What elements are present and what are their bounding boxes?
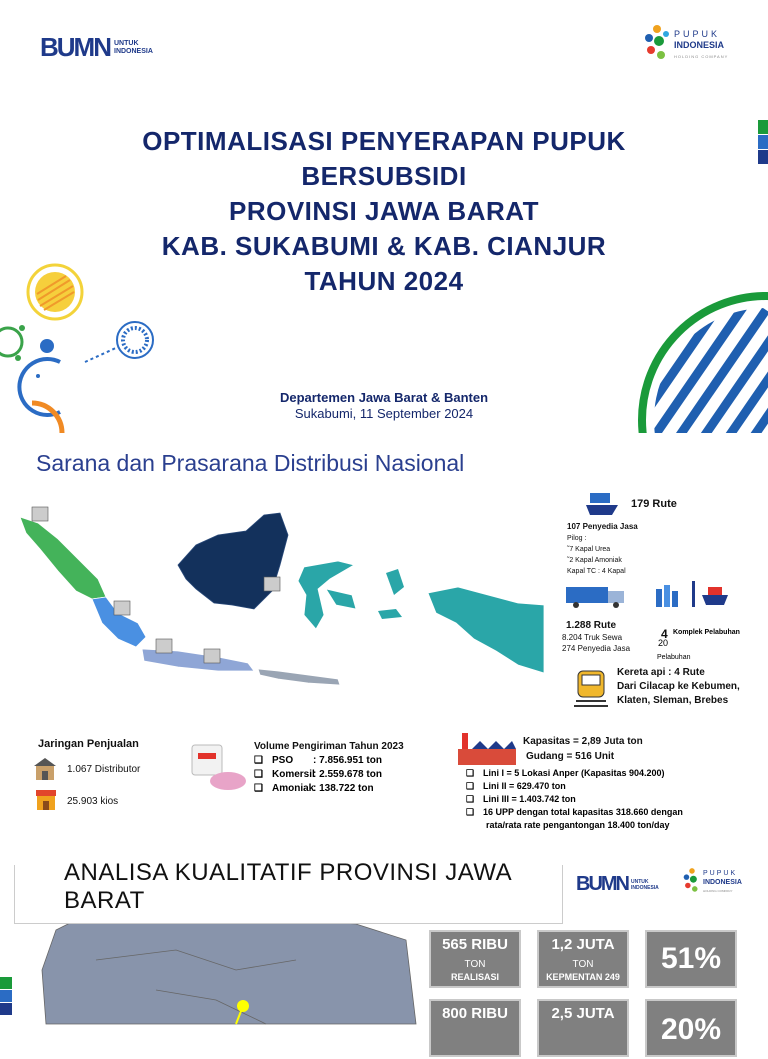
title-line-5: TAHUN 2024 [304,266,464,296]
stat-percent: 20% [645,999,737,1057]
stat-label: REALISASI [450,972,499,982]
pupuk-logo-small [683,867,742,897]
warehouse-count: Gudang = 516 Unit [526,751,615,762]
shipping-item: ❏ PSO : 7.856.951 ton [254,755,382,769]
stat-second-row-2 [537,999,629,1057]
title-line-4: KAB. SUKABUMI & KAB. CIANJUR [161,231,607,261]
capacity-item-text: Lini I = 5 Lokasi Anper (Kapasitas 904.200) [483,768,665,778]
rail-line3: Klaten, Sleman, Brebes [617,695,729,706]
analysis-slide [0,859,768,1046]
stat-value: 565 RIBU [442,936,508,953]
bumn-logo-sub1: UNTUK [631,878,649,885]
rail-line2: Dari Cilacap ke Kebumen, [617,681,740,692]
capacity-item: ❏ Lini II = 629.470 ton [466,781,566,791]
capacity-item-text: 16 UPP dengan total kapasitas 318.660 dengan [483,807,683,817]
harbor-label: Pelabuhan [657,654,691,661]
department-label: Departemen Jawa Barat & Banten [279,390,489,405]
capacity-item-text: rata/rata rate pengantongan 18.400 ton/day [486,820,670,830]
stat-value: 800 RIBU [442,1005,508,1022]
sea-fleet-list [567,533,626,577]
slide-title: ANALISA KUALITATIF PROVINSI JAWA BARAT [64,859,511,914]
bumn-logo-small [576,873,659,896]
shipping-list [254,755,382,797]
shipping-item: ❏ Amoniak : 138.722 ton [254,783,382,797]
capacity-list [466,767,683,832]
slide-title: Sarana dan Prasarana Distribusi Nasional [36,450,465,476]
truck-icon [566,585,628,609]
stat-realisasi [429,930,521,988]
harbor-count: 20 [658,638,669,648]
sea-pilog: Pilog : [567,535,587,542]
title-line-3: PROVINSI JAWA BARAT [229,196,539,226]
port-label: Komplek Pelabuhan [673,629,740,636]
capacity-item-text: Lini III = 1.403.742 ton [483,794,576,804]
capacity-item [466,819,683,832]
pupuk-indonesia-logo [644,24,728,66]
pupuk-logo-name: PUPUK [674,28,721,39]
distributor-count: 1.067 Distributor [67,764,141,775]
land-providers: 274 Penyedia Jasa [562,644,631,653]
pupuk-logo-sub: INDONESIA [703,878,742,886]
pupuk-logo-sub: INDONESIA [674,39,725,50]
train-icon [574,669,608,707]
bumn-logo-sub1: UNTUK [114,39,139,47]
bumn-logo [40,32,153,63]
land-trucks: 8.204 Truk Sewa [562,633,623,642]
sea-tc: Kapal TC : 4 Kapal [567,568,626,575]
shipping-item-label: Amoniak [272,783,315,794]
port-count: 4 [661,627,668,641]
land-details [562,632,630,654]
stat-value: 2,5 JUTA [551,1005,615,1022]
port-icon [652,577,732,609]
title-line-2: BERSUBSIDI [301,161,467,191]
stat-label: KEPMENTAN 249 [546,972,620,982]
stat-unit: TON [464,959,486,970]
capacity-item-text: Lini II = 629.470 ton [483,781,566,791]
stat-kepmentan [537,930,629,988]
kiosk-icon [34,788,58,812]
shipping-title: Volume Pengiriman Tahun 2023 [254,741,404,752]
side-color-bars [758,120,768,165]
land-routes: 1.288 Rute [566,620,617,631]
title-slide [0,0,768,433]
shipping-item-value: : 7.856.951 ton [313,755,382,766]
side-color-bars [0,977,12,1015]
distribution-slide [0,433,768,865]
fertilizer-sack-icon [190,741,248,793]
sea-provider: 107 Penyedia Jasa [567,522,638,531]
capacity-item: ❏ Lini III = 1.403.742 ton [466,794,576,804]
indonesia-map [18,505,548,705]
shipping-item-label: Komersil [272,769,315,780]
date-label: Sukabumi, 11 September 2024 [294,406,474,421]
pupuk-logo-dots-icon [683,867,701,897]
shipping-item-label: PSO [272,755,294,766]
sea-routes: 179 Rute [631,498,677,510]
shipping-item-value: : 2.559.678 ton [313,769,382,780]
rail-routes: Kereta api : 4 Rute [617,667,705,678]
stat-second-row-1 [429,999,521,1057]
stat-value: 1,2 JUTA [551,936,615,953]
sea-urea: ˜7 Kapal Urea [567,546,611,553]
capacity-item: ❏ 16 UPP dengan total kapasitas 318.660 dengan [466,807,683,817]
kiosk-count: 25.903 kios [67,796,119,807]
capacity-total: Kapasitas = 2,89 Juta ton [523,736,643,747]
pupuk-logo-tag: HOLDING COMPANY [703,888,733,893]
shipping-item-value: : 138.722 ton [313,783,374,794]
sea-amoniak: ˜2 Kapal Amoniak [567,557,622,564]
title-line-1: OPTIMALISASI PENYERAPAN PUPUK [142,126,626,156]
sales-title: Jaringan Penjualan [38,738,139,750]
bumn-logo-sub2: INDONESIA [631,884,659,891]
bumn-logo-mark: BUMN [40,32,110,62]
warehouse-factory-icon [458,731,516,765]
ship-icon [586,489,618,519]
stat-unit: TON [572,959,594,970]
pupuk-logo-dots-icon [644,24,670,66]
shipping-item: ❏ Komersil : 2.559.678 ton [254,769,382,783]
pupuk-logo-tag: HOLDING COMPANY [674,53,729,59]
capacity-item: ❏ Lini I = 5 Lokasi Anper (Kapasitas 904.200) [466,768,665,778]
pupuk-logo-name: PUPUK [703,869,738,877]
distributor-icon [32,756,58,782]
stat-percent: 51% [645,930,737,988]
bumn-logo-sub2: INDONESIA [114,47,153,55]
bumn-logo-mark: BUMN [576,873,628,895]
